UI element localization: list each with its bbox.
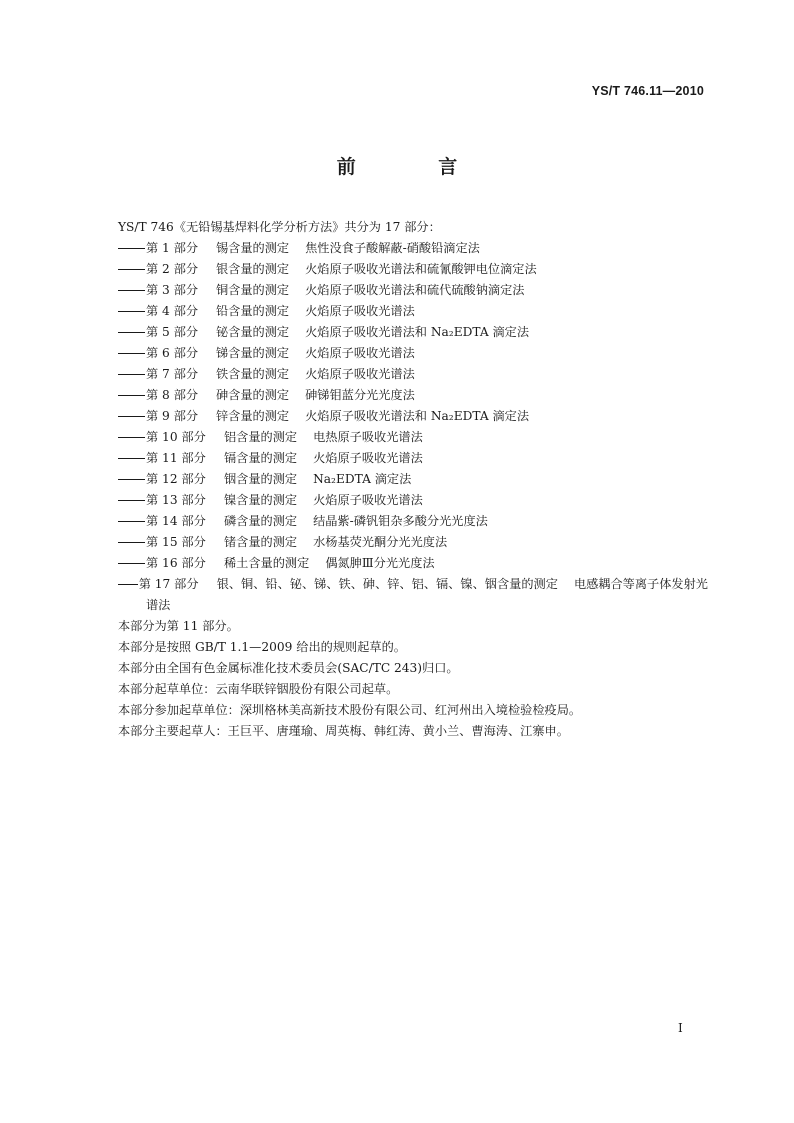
part-item — [118, 385, 708, 406]
em-dash — [118, 448, 146, 469]
part-method: 电热原子吸收光谱法 — [313, 430, 423, 444]
part-item — [118, 322, 708, 343]
parts-list — [118, 238, 708, 595]
part-item — [118, 238, 708, 259]
part-item — [118, 490, 708, 511]
part-method: 砷锑钼蓝分光光度法 — [305, 388, 415, 402]
part-method: 火焰原子吸收光谱法和 Na₂EDTA 滴定法 — [305, 325, 530, 339]
part-name: 铋含量的测定 — [216, 325, 290, 339]
part-name: 稀土含量的测定 — [224, 556, 310, 570]
note-line: 本部分主要起草人：王巨平、唐瑾瑜、周英梅、韩红涛、黄小兰、曹海涛、江寨申。 — [118, 724, 569, 738]
part-number: 第 2 部分 — [146, 262, 199, 276]
part-method: 火焰原子吸收光谱法和 Na₂EDTA 滴定法 — [305, 409, 530, 423]
part-method: 水杨基荧光酮分光光度法 — [313, 535, 448, 549]
page-title: 前 言 — [336, 156, 496, 178]
part-name: 锡含量的测定 — [216, 241, 290, 255]
part-item — [118, 511, 708, 532]
part-number: 第 1 部分 — [146, 241, 199, 255]
page-number: I — [678, 1021, 683, 1035]
part-method: 电感耦合等离子体发射光 — [573, 577, 708, 591]
part-number: 第 15 部分 — [146, 535, 206, 549]
part-number: 第 14 部分 — [146, 514, 206, 528]
part-method: 结晶紫-磷钒钼杂多酸分光光度法 — [313, 514, 488, 528]
part-item — [118, 259, 708, 280]
standard-code: YS/T 746.11—2010 — [591, 84, 704, 98]
part-item — [118, 406, 708, 427]
part-name: 锗含量的测定 — [224, 535, 298, 549]
part-name: 砷含量的测定 — [216, 388, 290, 402]
note-line: 本部分是按照 GB/T 1.1—2009 给出的规则起草的。 — [118, 640, 406, 654]
foreword-body — [118, 217, 708, 742]
part-method: 火焰原子吸收光谱法 — [305, 346, 415, 360]
part-name: 铅含量的测定 — [216, 304, 290, 318]
part-method: 火焰原子吸收光谱法 — [313, 451, 423, 465]
part-name: 铝含量的测定 — [224, 430, 298, 444]
part-item — [118, 364, 708, 385]
part-method: 偶氮胂Ⅲ分光光度法 — [325, 556, 435, 570]
intro-line: YS/T 746《无铅锡基焊料化学分析方法》共分为 17 部分： — [118, 220, 441, 234]
part-name: 镉含量的测定 — [224, 451, 298, 465]
part-name: 银含量的测定 — [216, 262, 290, 276]
part-method: 火焰原子吸收光谱法和硫氰酸钾电位滴定法 — [305, 262, 537, 276]
part-item — [118, 301, 708, 322]
part-number: 第 7 部分 — [146, 367, 199, 381]
part-number: 第 6 部分 — [146, 346, 199, 360]
note-line: 本部分由全国有色金属标准化技术委员会(SAC/TC 243)归口。 — [118, 661, 459, 675]
part-name: 磷含量的测定 — [224, 514, 298, 528]
part-name: 铜含量的测定 — [216, 283, 290, 297]
em-dash — [118, 385, 146, 406]
part-item — [118, 574, 708, 595]
em-dash — [118, 427, 146, 448]
part-item — [118, 469, 708, 490]
em-dash — [118, 553, 146, 574]
part-number: 第 10 部分 — [146, 430, 206, 444]
note-line: 本部分起草单位：云南华联锌铟股份有限公司起草。 — [118, 682, 399, 696]
em-dash — [118, 532, 146, 553]
part-item — [118, 532, 708, 553]
part-number: 第 17 部分 — [138, 577, 199, 591]
part-method: Na₂EDTA 滴定法 — [313, 472, 412, 486]
part-name: 铟含量的测定 — [224, 472, 298, 486]
part-name: 锌含量的测定 — [216, 409, 290, 423]
part-method: 火焰原子吸收光谱法和硫代硫酸钠滴定法 — [305, 283, 525, 297]
em-dash — [118, 364, 146, 385]
em-dash — [118, 574, 139, 595]
part-number: 第 4 部分 — [146, 304, 199, 318]
note-line: 本部分参加起草单位：深圳格林美高新技术股份有限公司、红河州出入境检验检疫局。 — [118, 703, 582, 717]
part-number: 第 3 部分 — [146, 283, 199, 297]
em-dash — [118, 490, 146, 511]
em-dash — [118, 259, 146, 280]
em-dash — [118, 469, 146, 490]
part-name: 铁含量的测定 — [216, 367, 290, 381]
part-number: 第 12 部分 — [146, 472, 206, 486]
em-dash — [118, 511, 146, 532]
part-number: 第 13 部分 — [146, 493, 206, 507]
part-method: 火焰原子吸收光谱法 — [305, 304, 415, 318]
em-dash — [118, 343, 146, 364]
part-method: 焦性没食子酸解蔽-硝酸铅滴定法 — [305, 241, 480, 255]
part-item — [118, 343, 708, 364]
em-dash — [118, 322, 146, 343]
notes-list — [118, 616, 708, 742]
part-number: 第 5 部分 — [146, 325, 199, 339]
part-name: 镍含量的测定 — [224, 493, 298, 507]
note-line: 本部分为第 11 部分。 — [118, 619, 239, 633]
em-dash — [118, 280, 146, 301]
part-method: 火焰原子吸收光谱法 — [305, 367, 415, 381]
part17-continuation: 谱法 — [146, 598, 171, 612]
part-number: 第 8 部分 — [146, 388, 199, 402]
em-dash — [118, 301, 146, 322]
part-item — [118, 553, 708, 574]
part-item — [118, 280, 708, 301]
part-method: 火焰原子吸收光谱法 — [313, 493, 423, 507]
part-item — [118, 448, 708, 469]
part-number: 第 11 部分 — [146, 451, 206, 465]
part-number: 第 16 部分 — [146, 556, 206, 570]
em-dash — [118, 238, 146, 259]
part-name: 锑含量的测定 — [216, 346, 290, 360]
em-dash — [118, 406, 146, 427]
part-item — [118, 427, 708, 448]
part-name: 银、铜、铅、铋、锑、铁、砷、锌、铝、镉、镍、铟含量的测定 — [216, 577, 558, 591]
part-number: 第 9 部分 — [146, 409, 199, 423]
